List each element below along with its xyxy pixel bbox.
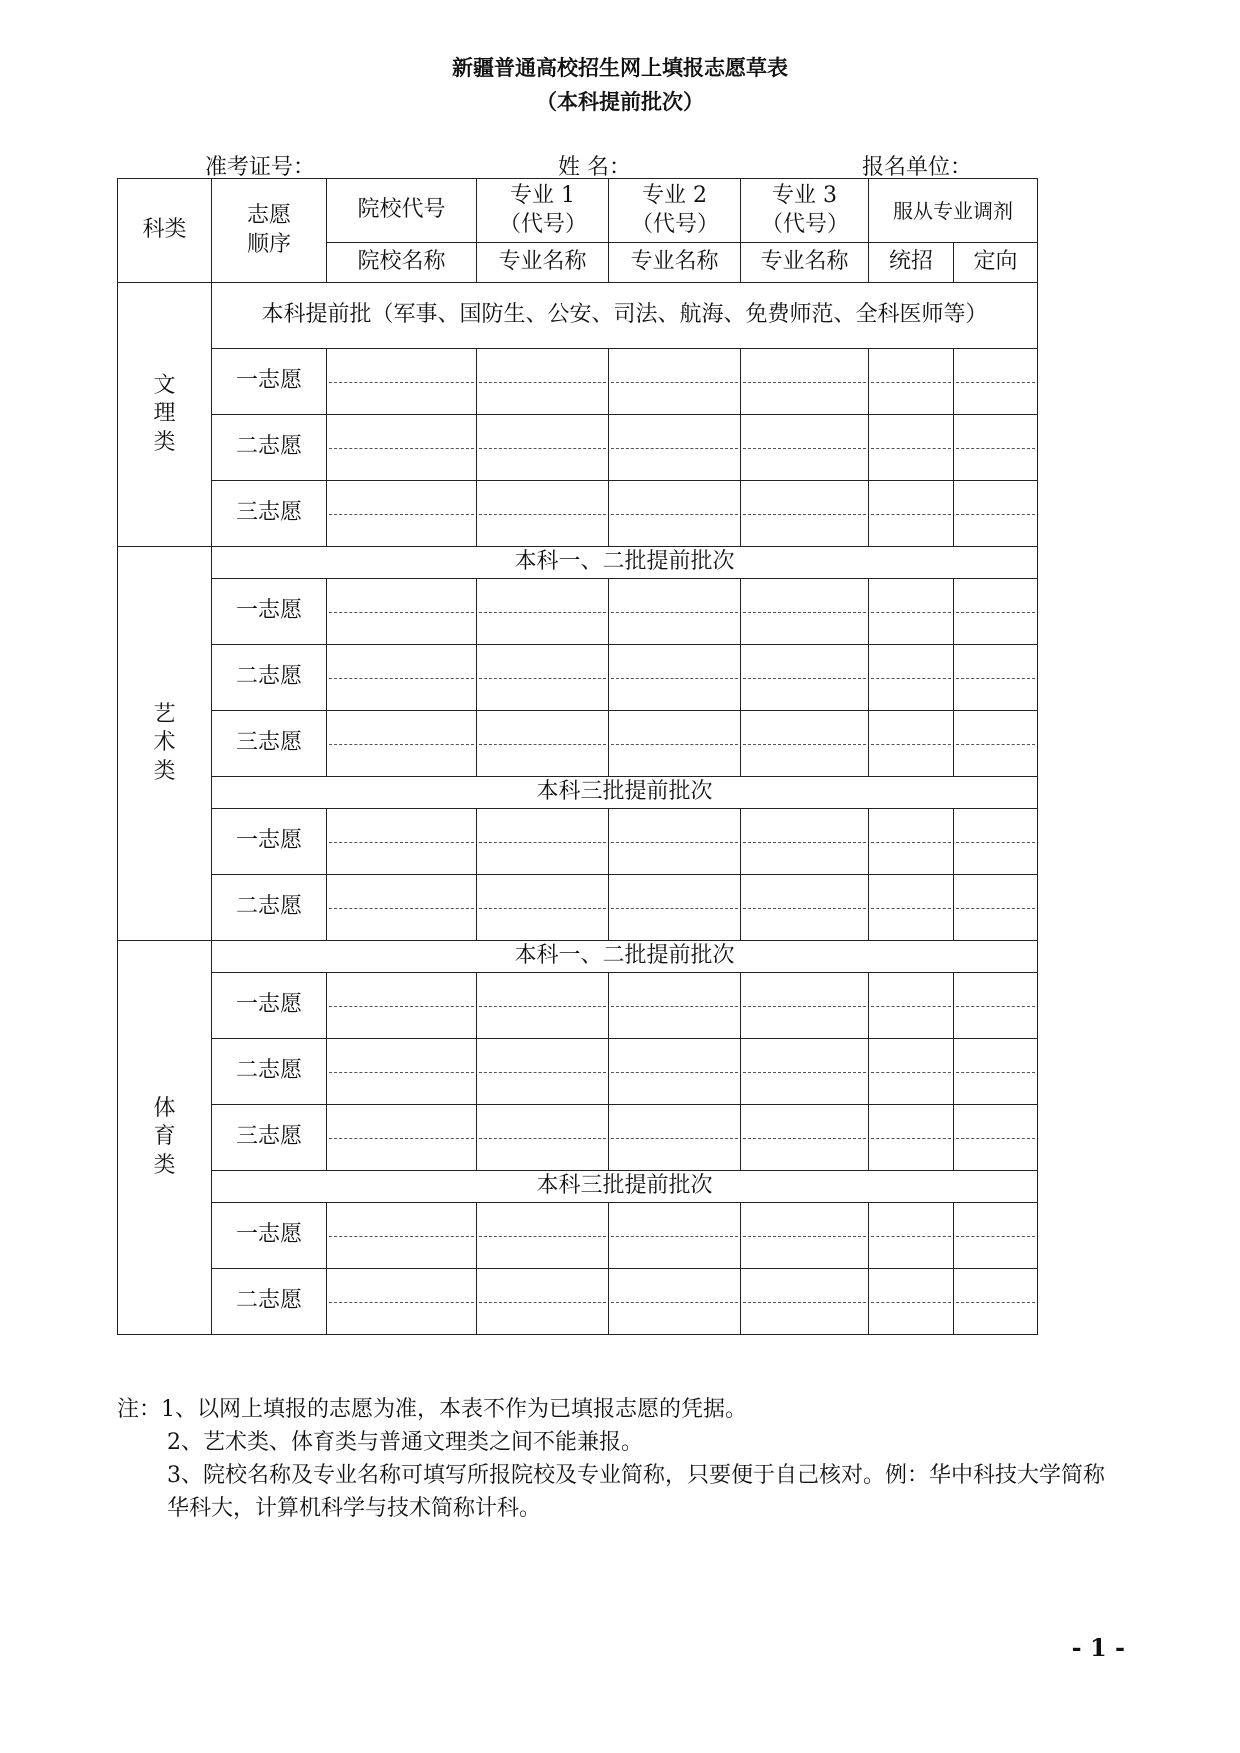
major1-entry-cell[interactable] [477, 1269, 609, 1335]
directed-entry-cell[interactable] [954, 1039, 1038, 1105]
school-entry-cell[interactable] [327, 1039, 477, 1105]
batch-sport-1-2: 本科一、二批提前批次 [212, 941, 1038, 973]
choice-row [118, 875, 1038, 941]
header-directed: 定向 [954, 243, 1038, 283]
school-entry-cell[interactable] [327, 1203, 477, 1269]
choice-label: 三志愿 [212, 1105, 327, 1171]
unified-entry-cell[interactable] [869, 1039, 954, 1105]
category-art: 艺术类 [118, 547, 212, 941]
school-entry-cell[interactable] [327, 579, 477, 645]
major1-entry-cell[interactable] [477, 349, 609, 415]
wenli-batch-row [118, 283, 1038, 349]
school-entry-cell[interactable] [327, 481, 477, 547]
note-1: 注：1、以网上填报的志愿为准，本表不作为已填报志愿的凭据。 [117, 1397, 747, 1422]
choice-row [118, 579, 1038, 645]
note-2: 2、艺术类、体育类与普通文理类之间不能兼报。 [167, 1430, 643, 1455]
batch-art-3: 本科三批提前批次 [212, 777, 1038, 809]
directed-entry-cell[interactable] [954, 481, 1038, 547]
unified-entry-cell[interactable] [869, 1269, 954, 1335]
header-major-name-2: 专业名称 [609, 243, 741, 283]
directed-entry-cell[interactable] [954, 711, 1038, 777]
choice-row [118, 711, 1038, 777]
choice-label: 一志愿 [212, 809, 327, 875]
sport-batch1-row [118, 941, 1038, 973]
major1-entry-cell[interactable] [477, 809, 609, 875]
directed-entry-cell[interactable] [954, 349, 1038, 415]
choice-label: 三志愿 [212, 481, 327, 547]
school-entry-cell[interactable] [327, 1269, 477, 1335]
major3-entry-cell[interactable] [741, 349, 869, 415]
choice-row [118, 1269, 1038, 1335]
major2-entry-cell[interactable] [609, 1203, 741, 1269]
category-sport: 体育类 [118, 941, 212, 1335]
choice-row [118, 481, 1038, 547]
header-major3: 专业 3（代号） [741, 179, 869, 243]
form-subtitle: （本科提前批次） [536, 90, 704, 114]
directed-entry-cell[interactable] [954, 1105, 1038, 1171]
major2-entry-cell[interactable] [609, 415, 741, 481]
major1-entry-cell[interactable] [477, 1039, 609, 1105]
major3-entry-cell[interactable] [741, 711, 869, 777]
major1-entry-cell[interactable] [477, 415, 609, 481]
major3-entry-cell[interactable] [741, 973, 869, 1039]
school-entry-cell[interactable] [327, 875, 477, 941]
choice-row [118, 415, 1038, 481]
choice-row [118, 349, 1038, 415]
notes-block [117, 1393, 1117, 1525]
unified-entry-cell[interactable] [869, 481, 954, 547]
application-form-table [117, 178, 1038, 1335]
major1-entry-cell[interactable] [477, 1105, 609, 1171]
header-major-name-1: 专业名称 [477, 243, 609, 283]
directed-entry-cell[interactable] [954, 415, 1038, 481]
major1-entry-cell[interactable] [477, 711, 609, 777]
directed-entry-cell[interactable] [954, 645, 1038, 711]
name-label: 姓 名： [558, 155, 631, 180]
unified-entry-cell[interactable] [869, 809, 954, 875]
unit-label: 报名单位： [862, 155, 973, 180]
major3-entry-cell[interactable] [741, 875, 869, 941]
form-title: 新疆普通高校招生网上填报志愿草表 [452, 56, 788, 80]
major3-entry-cell[interactable] [741, 1105, 869, 1171]
major1-entry-cell[interactable] [477, 481, 609, 547]
major2-entry-cell[interactable] [609, 349, 741, 415]
major2-entry-cell[interactable] [609, 1269, 741, 1335]
unified-entry-cell[interactable] [869, 711, 954, 777]
major2-entry-cell[interactable] [609, 973, 741, 1039]
major1-entry-cell[interactable] [477, 973, 609, 1039]
unified-entry-cell[interactable] [869, 1105, 954, 1171]
unified-entry-cell[interactable] [869, 415, 954, 481]
major3-entry-cell[interactable] [741, 579, 869, 645]
header-obey-adjust: 服从专业调剂 [869, 179, 1038, 243]
major2-entry-cell[interactable] [609, 481, 741, 547]
major1-entry-cell[interactable] [477, 1203, 609, 1269]
major3-entry-cell[interactable] [741, 1039, 869, 1105]
page-number: - 1 - [1071, 1633, 1125, 1662]
major3-entry-cell[interactable] [741, 481, 869, 547]
art-batch1-row [118, 547, 1038, 579]
header-major2: 专业 2（代号） [609, 179, 741, 243]
school-entry-cell[interactable] [327, 1105, 477, 1171]
choice-label: 三志愿 [212, 711, 327, 777]
directed-entry-cell[interactable] [954, 579, 1038, 645]
directed-entry-cell[interactable] [954, 809, 1038, 875]
header-row-1 [118, 179, 1038, 243]
header-school-code: 院校代号 [327, 179, 477, 243]
header-unified: 统招 [869, 243, 954, 283]
directed-entry-cell[interactable] [954, 875, 1038, 941]
choice-label: 一志愿 [212, 579, 327, 645]
header-major1: 专业 1（代号） [477, 179, 609, 243]
unified-entry-cell[interactable] [869, 349, 954, 415]
major1-entry-cell[interactable] [477, 645, 609, 711]
choice-row [118, 1039, 1038, 1105]
directed-entry-cell[interactable] [954, 1203, 1038, 1269]
batch-sport-3: 本科三批提前批次 [212, 1171, 1038, 1203]
choice-row [118, 1105, 1038, 1171]
major2-entry-cell[interactable] [609, 1039, 741, 1105]
school-entry-cell[interactable] [327, 711, 477, 777]
choice-label: 一志愿 [212, 1203, 327, 1269]
directed-entry-cell[interactable] [954, 973, 1038, 1039]
batch-wenli-advance: 本科提前批（军事、国防生、公安、司法、航海、免费师范、全科医师等） [212, 283, 1038, 349]
major3-entry-cell[interactable] [741, 645, 869, 711]
choice-label: 二志愿 [212, 645, 327, 711]
header-major-name-3: 专业名称 [741, 243, 869, 283]
choice-label: 一志愿 [212, 349, 327, 415]
choice-row [118, 1203, 1038, 1269]
note-3: 3、院校名称及专业名称可填写所报院校及专业简称，只要便于自己核对。例：华中科技大学简称华科大，计算机科学与技术简称计科。 [167, 1463, 1106, 1521]
unified-entry-cell[interactable] [869, 973, 954, 1039]
school-entry-cell[interactable] [327, 645, 477, 711]
major3-entry-cell[interactable] [741, 415, 869, 481]
exam-no-label: 准考证号： [205, 155, 316, 180]
major1-entry-cell[interactable] [477, 875, 609, 941]
choice-row [118, 973, 1038, 1039]
batch-art-1-2: 本科一、二批提前批次 [212, 547, 1038, 579]
unified-entry-cell[interactable] [869, 1203, 954, 1269]
unified-entry-cell[interactable] [869, 579, 954, 645]
major3-entry-cell[interactable] [741, 1269, 869, 1335]
major2-entry-cell[interactable] [609, 711, 741, 777]
major2-entry-cell[interactable] [609, 645, 741, 711]
header-order: 志愿顺序 [212, 179, 327, 283]
major1-entry-cell[interactable] [477, 579, 609, 645]
art-batch2-row [118, 777, 1038, 809]
choice-row [118, 809, 1038, 875]
choice-label: 二志愿 [212, 415, 327, 481]
choice-label: 二志愿 [212, 1269, 327, 1335]
unified-entry-cell[interactable] [869, 875, 954, 941]
major3-entry-cell[interactable] [741, 809, 869, 875]
choice-label: 一志愿 [212, 973, 327, 1039]
category-wenli: 文理类 [118, 283, 212, 547]
choice-row [118, 645, 1038, 711]
header-category: 科类 [118, 179, 212, 283]
school-entry-cell[interactable] [327, 349, 477, 415]
school-entry-cell[interactable] [327, 809, 477, 875]
header-school-name: 院校名称 [327, 243, 477, 283]
school-entry-cell[interactable] [327, 415, 477, 481]
major2-entry-cell[interactable] [609, 809, 741, 875]
major2-entry-cell[interactable] [609, 1105, 741, 1171]
unified-entry-cell[interactable] [869, 645, 954, 711]
school-entry-cell[interactable] [327, 973, 477, 1039]
major3-entry-cell[interactable] [741, 1203, 869, 1269]
sport-batch2-row [118, 1171, 1038, 1203]
major2-entry-cell[interactable] [609, 875, 741, 941]
directed-entry-cell[interactable] [954, 1269, 1038, 1335]
choice-label: 二志愿 [212, 1039, 327, 1105]
major2-entry-cell[interactable] [609, 579, 741, 645]
choice-label: 二志愿 [212, 875, 327, 941]
